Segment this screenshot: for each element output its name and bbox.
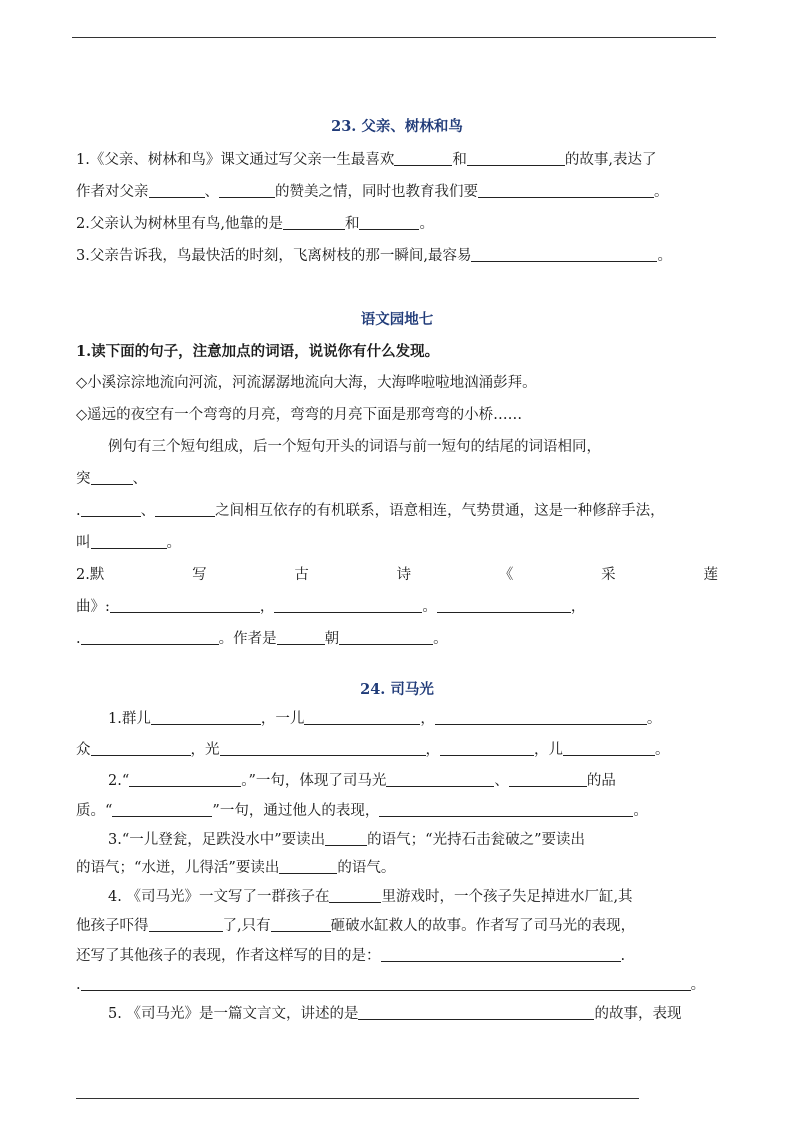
text: ”一句，通过他人的表现， — [212, 803, 380, 819]
text: 。 — [422, 599, 437, 615]
blank[interactable] — [219, 182, 275, 198]
s24-line9 — [76, 946, 718, 966]
text: 3.父亲告诉我，鸟最快活的时刻，飞离树枝的那一瞬间,最容易 — [76, 248, 472, 264]
blank[interactable] — [325, 830, 367, 846]
blank[interactable] — [339, 629, 433, 645]
yuwen7-line7 — [76, 533, 718, 553]
blank[interactable] — [394, 150, 452, 166]
text: 还写了其他孩子的表现，作者这样写的目的是： — [76, 948, 381, 964]
blank[interactable] — [151, 709, 261, 725]
blank[interactable] — [149, 916, 223, 932]
text: 他孩子吓得 — [76, 918, 149, 934]
text: 。”一句，体现了司马光 — [241, 773, 387, 789]
text: 4. 《司马光》一文写了一群孩子在 — [108, 889, 330, 905]
blank[interactable] — [274, 597, 422, 613]
text: 突 — [76, 471, 91, 487]
text: 的故事,表达了 — [564, 152, 657, 168]
blank[interactable] — [379, 801, 633, 817]
blank[interactable] — [283, 214, 345, 230]
text: ，一儿 — [260, 711, 305, 727]
text: 砸破水缸救人的故事。作者写了司马光的表现， — [330, 918, 636, 934]
blank[interactable] — [563, 740, 655, 756]
text: 3.“一儿登瓮，足跌没水中”要读出 — [108, 832, 326, 848]
blank[interactable] — [471, 246, 657, 262]
blank[interactable] — [81, 629, 219, 645]
text: 和 — [344, 216, 360, 232]
yuwen7-description: 例句有三个短句组成，后一个短句开头的词语与前一短句的结尾的词语相同， — [108, 439, 601, 455]
text: 5. 《司马光》是一篇文言文，讲述的是 — [108, 1006, 359, 1022]
text: . — [76, 977, 81, 993]
bottom-rule — [76, 1098, 639, 1099]
text: 、 — [132, 471, 147, 487]
s24-line1 — [76, 709, 718, 729]
text: 2.父亲认为树林里有鸟,他靠的是 — [76, 216, 283, 232]
text: 。 — [657, 248, 672, 264]
word: 2.默 — [76, 567, 105, 583]
blank[interactable] — [112, 801, 212, 817]
yuwen7-q2-line3 — [76, 629, 718, 649]
yuwen7-q1-title: 1.读下面的句子，注意加点的词语，说说你有什么发现。 — [76, 343, 440, 360]
s24-line8 — [76, 916, 718, 936]
blank[interactable] — [381, 946, 621, 962]
text: 。 — [690, 977, 706, 993]
text: 叫 — [76, 535, 91, 551]
blank[interactable] — [110, 597, 260, 613]
text: 1.《父亲、树林和鸟》课文通过写父亲一生最喜欢 — [76, 152, 395, 168]
text: 。 — [433, 631, 448, 647]
text: 作者对父亲 — [76, 184, 149, 200]
word: 莲 — [703, 567, 718, 583]
text: 的故事，表现 — [594, 1006, 682, 1022]
word: 诗 — [396, 567, 412, 583]
blank[interactable] — [359, 214, 419, 230]
blank[interactable] — [358, 1004, 594, 1020]
text: 。 — [419, 216, 434, 232]
text: . — [76, 503, 81, 519]
text: ， — [570, 599, 586, 615]
text: 。 — [166, 535, 181, 551]
text: ， — [425, 742, 440, 758]
blank[interactable] — [440, 740, 534, 756]
blank[interactable] — [437, 597, 571, 613]
text: 。 — [654, 184, 669, 200]
text: 、 — [204, 184, 219, 200]
blank[interactable] — [329, 887, 381, 903]
blank[interactable] — [155, 501, 215, 517]
text: ，光 — [190, 742, 220, 758]
blank[interactable] — [304, 709, 420, 725]
text: . — [620, 948, 626, 964]
s23-q1-line1 — [76, 150, 718, 170]
text: 2.“ — [108, 773, 130, 789]
text: ，儿 — [534, 742, 563, 758]
yuwen7-q2-line1 — [76, 565, 718, 585]
text: 。 — [646, 711, 662, 727]
s24-line4 — [76, 801, 718, 821]
blank[interactable] — [81, 501, 141, 517]
blank[interactable] — [91, 740, 191, 756]
text: 之间相互依存的有机联系，语意相连，气势贯通，这是一种修辞手法， — [215, 503, 665, 519]
s24-line11 — [76, 1004, 718, 1024]
s23-q2 — [76, 214, 718, 234]
text: 里游戏时，一个孩子失足掉进水厂缸,其 — [381, 889, 633, 905]
word: 写 — [192, 567, 207, 583]
text: 的语气；“光持石击瓮破之”要读出 — [367, 832, 585, 848]
word: 《 — [498, 567, 514, 583]
blank[interactable] — [81, 975, 691, 991]
text: 朝 — [324, 631, 340, 647]
word: 采 — [601, 567, 616, 583]
blank[interactable] — [435, 709, 647, 725]
s23-q1-line2 — [76, 182, 718, 202]
blank[interactable] — [271, 916, 331, 932]
blank[interactable] — [277, 629, 325, 645]
blank[interactable] — [279, 858, 337, 874]
text: 了,只有 — [222, 918, 271, 934]
blank[interactable] — [91, 533, 167, 549]
s24-line5 — [76, 830, 718, 850]
text: 、 — [494, 773, 509, 789]
blank[interactable] — [478, 182, 654, 198]
s23-q3 — [76, 246, 718, 266]
s24-line6 — [76, 858, 718, 878]
section-title-yuwen7: 语文园地七 — [360, 311, 434, 328]
s24-line10 — [76, 975, 718, 995]
text: . — [76, 631, 81, 647]
text: 质。“ — [76, 803, 113, 819]
yuwen7-sentence-2: ◇遥远的夜空有一个弯弯的月亮，弯弯的月亮下面是那弯弯的小桥…… — [76, 407, 523, 423]
s24-line7 — [76, 887, 718, 907]
blank[interactable] — [467, 150, 565, 166]
text: 曲》: — [76, 599, 110, 615]
text: 众 — [76, 742, 91, 758]
blank[interactable] — [91, 469, 133, 485]
text: ， — [420, 711, 435, 727]
text: 、 — [140, 503, 156, 519]
top-rule — [72, 37, 716, 38]
text: 。 — [655, 742, 670, 758]
yuwen7-sentence-1: ◇小溪淙淙地流向河流，河流潺潺地流向大海，大海哗啦啦地汹涌彭拜。 — [76, 375, 537, 391]
text: 的品 — [586, 773, 616, 789]
text: 的语气；“水迸，儿得活”要读出 — [76, 860, 280, 876]
s24-line2 — [76, 740, 718, 760]
blank[interactable] — [220, 740, 426, 756]
word: 古 — [294, 567, 309, 583]
blank[interactable] — [386, 771, 494, 787]
blank[interactable] — [129, 771, 241, 787]
yuwen7-line5 — [76, 469, 718, 489]
text: 1.群儿 — [108, 711, 151, 727]
text: 。作者是 — [218, 631, 277, 647]
text: 的语气。 — [337, 860, 396, 876]
blank[interactable] — [509, 771, 587, 787]
section-title-24: 24. 司马光 — [360, 681, 434, 698]
section-title-23: 23. 父亲、树林和鸟 — [331, 118, 463, 135]
s24-line3 — [76, 771, 718, 791]
text: 的赞美之情，同时也教育我们要 — [275, 184, 478, 200]
yuwen7-line6 — [76, 501, 718, 521]
text: ， — [259, 599, 275, 615]
text: 。 — [633, 803, 648, 819]
text: 和 — [452, 152, 467, 168]
blank[interactable] — [149, 182, 205, 198]
yuwen7-q2-line2 — [76, 597, 718, 617]
